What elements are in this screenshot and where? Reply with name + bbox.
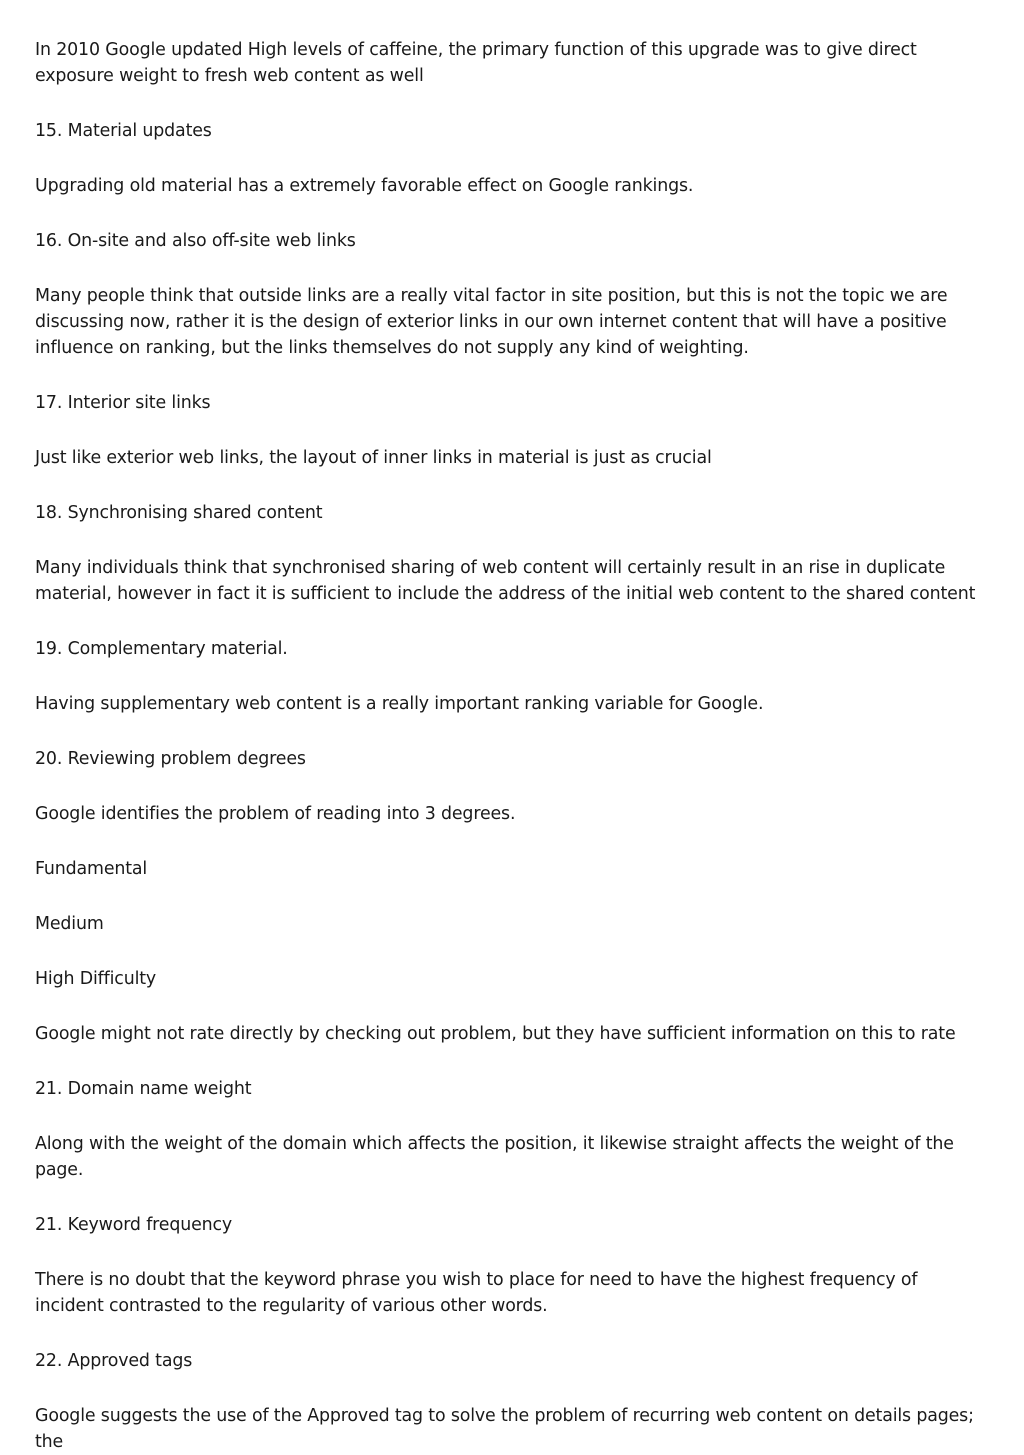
difficulty-level-medium: Medium [35, 914, 104, 934]
section-body-16: Many people think that outside links are a really vital factor in site position, but this is not the topic we are discussing now, rather it is the design of exterior links in our own internet content that will have a positive influence on ranking, but the links themselves do not supply any kind of weighting. [35, 286, 948, 358]
section-heading-17: 17. Interior site links [35, 393, 211, 413]
section-heading-20: 20. Reviewing problem degrees [35, 749, 306, 769]
section-body-21-keyword: There is no doubt that the keyword phrase you wish to place for need to have the highest frequency of incident contrasted to the regularity of various other words. [35, 1270, 918, 1316]
section-body-20-note: Google might not rate directly by checking out problem, but they have sufficient information on this to rate [35, 1024, 956, 1044]
section-heading-16: 16. On-site and also off-site web links [35, 231, 356, 251]
intro-paragraph: In 2010 Google updated High levels of caffeine, the primary function of this upgrade was to give direct exposure weight to fresh web content as well [35, 40, 917, 86]
section-body-20: Google identifies the problem of reading into 3 degrees. [35, 804, 516, 824]
section-heading-15: 15. Material updates [35, 121, 212, 141]
section-body-18: Many individuals think that synchronised sharing of web content will certainly result in an rise in duplicate material, however in fact it is sufficient to include the address of the initial web content to the shared content [35, 558, 976, 604]
section-heading-22: 22. Approved tags [35, 1351, 193, 1371]
section-heading-21-keyword: 21. Keyword frequency [35, 1215, 233, 1235]
difficulty-level-high: High Difficulty [35, 969, 157, 989]
section-heading-18: 18. Synchronising shared content [35, 503, 323, 523]
section-heading-19: 19. Complementary material. [35, 639, 288, 659]
section-body-22: Google suggests the use of the Approved tag to solve the problem of recurring web content on details pages; the [35, 1406, 974, 1452]
section-body-15: Upgrading old material has a extremely favorable effect on Google rankings. [35, 176, 694, 196]
section-body-17: Just like exterior web links, the layout of inner links in material is just as crucial [35, 448, 712, 468]
difficulty-level-fundamental: Fundamental [35, 859, 148, 879]
section-body-19: Having supplementary web content is a really important ranking variable for Google. [35, 694, 764, 714]
section-heading-21-domain: 21. Domain name weight [35, 1079, 252, 1099]
section-body-21-domain: Along with the weight of the domain which affects the position, it likewise straight affects the weight of the page. [35, 1134, 954, 1180]
